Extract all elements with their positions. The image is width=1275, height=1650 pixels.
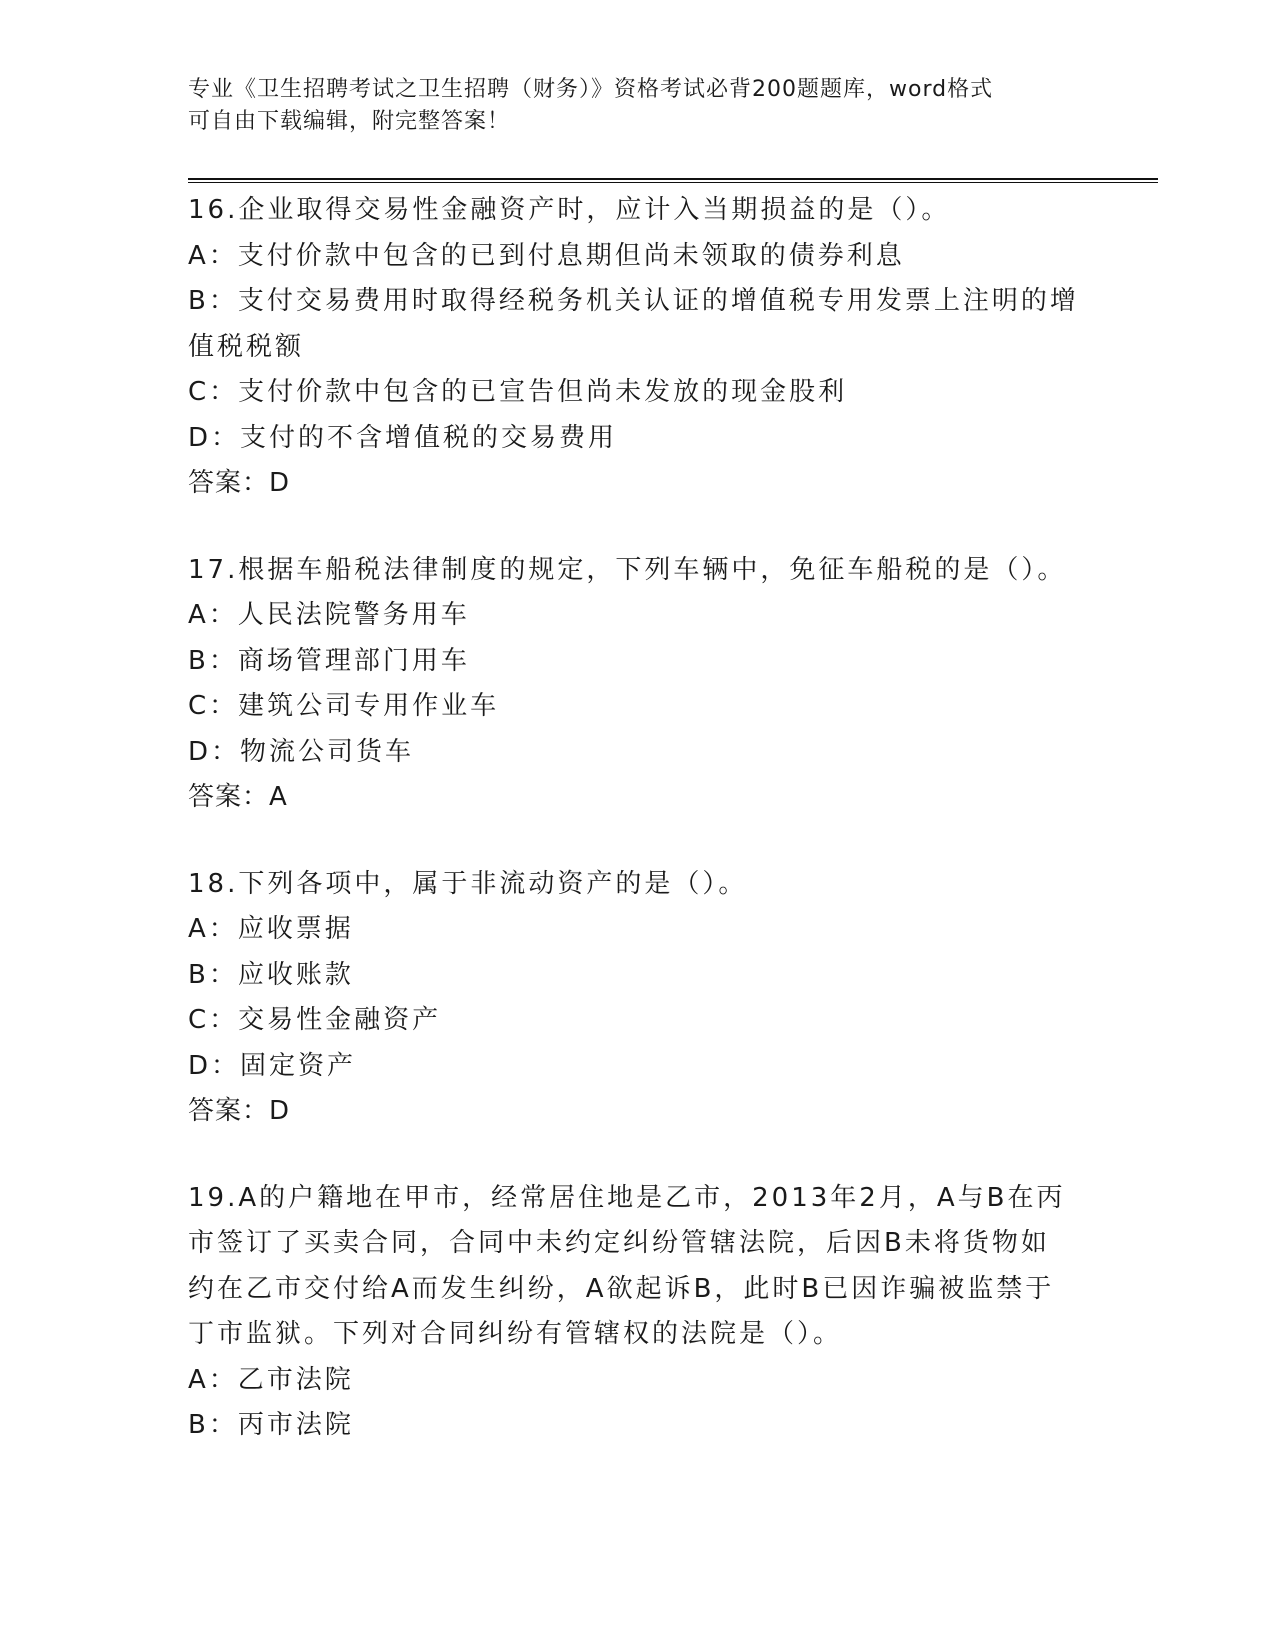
option-b: B：商场管理部门用车 <box>188 645 470 676</box>
question-16 <box>188 188 1088 507</box>
document-header <box>188 74 1088 138</box>
answer: 答案：A <box>188 782 288 812</box>
option-b: B：应收账款 <box>188 959 354 990</box>
header-line-1: 专业《卫生招聘考试之卫生招聘（财务）》资格考试必背200题题库，word格式 <box>188 77 994 102</box>
question-stem: 16.企业取得交易性金融资产时，应计入当期损益的是（）。 <box>188 195 951 225</box>
option-d: D：物流公司货车 <box>188 736 415 767</box>
option-b: B：丙市法院 <box>188 1410 354 1440</box>
option-b-continued: 值税税额 <box>188 331 305 362</box>
question-list <box>188 188 1088 1490</box>
option-d: D：支付的不含增值税的交易费用 <box>188 422 618 453</box>
option-c: C：建筑公司专用作业车 <box>188 691 500 721</box>
answer: 答案：D <box>188 1096 291 1126</box>
option-c: C：支付价款中包含的已宣告但尚未发放的现金股利 <box>188 377 848 407</box>
question-stem: 17.根据车船税法律制度的规定，下列车辆中，免征车船税的是（）。 <box>188 554 1067 585</box>
question-18 <box>188 862 1088 1135</box>
option-c: C：交易性金融资产 <box>188 1005 442 1035</box>
option-a: A：应收票据 <box>188 914 354 944</box>
option-a: A：支付价款中包含的已到付息期但尚未领取的债券利息 <box>188 240 905 271</box>
option-a: A：乙市法院 <box>188 1364 354 1395</box>
question-stem-line-4: 丁市监狱。下列对合同纠纷有管辖权的法院是（）。 <box>188 1319 843 1349</box>
answer: 答案：D <box>188 468 291 498</box>
option-b: B：支付交易费用时取得经税务机关认证的增值税专用发票上注明的增 <box>188 286 1079 316</box>
question-stem-line-2: 市签订了买卖合同，合同中未约定纠纷管辖法院，后因B未将货物如 <box>188 1228 1050 1258</box>
question-stem-line-1: 19.A的户籍地在甲市，经常居住地是乙市，2013年2月，A与B在丙 <box>188 1182 1066 1213</box>
option-a: A：人民法院警务用车 <box>188 600 470 630</box>
question-stem: 18.下列各项中，属于非流动资产的是（）。 <box>188 868 748 899</box>
question-19 <box>188 1176 1088 1449</box>
header-line-2: 可自由下载编辑，附完整答案！ <box>188 109 511 134</box>
option-d: D：固定资产 <box>188 1050 357 1081</box>
question-17 <box>188 548 1088 821</box>
header-divider <box>188 178 1158 183</box>
question-stem-line-3: 约在乙市交付给A而发生纠纷，A欲起诉B，此时B已因诈骗被监禁于 <box>188 1273 1055 1304</box>
